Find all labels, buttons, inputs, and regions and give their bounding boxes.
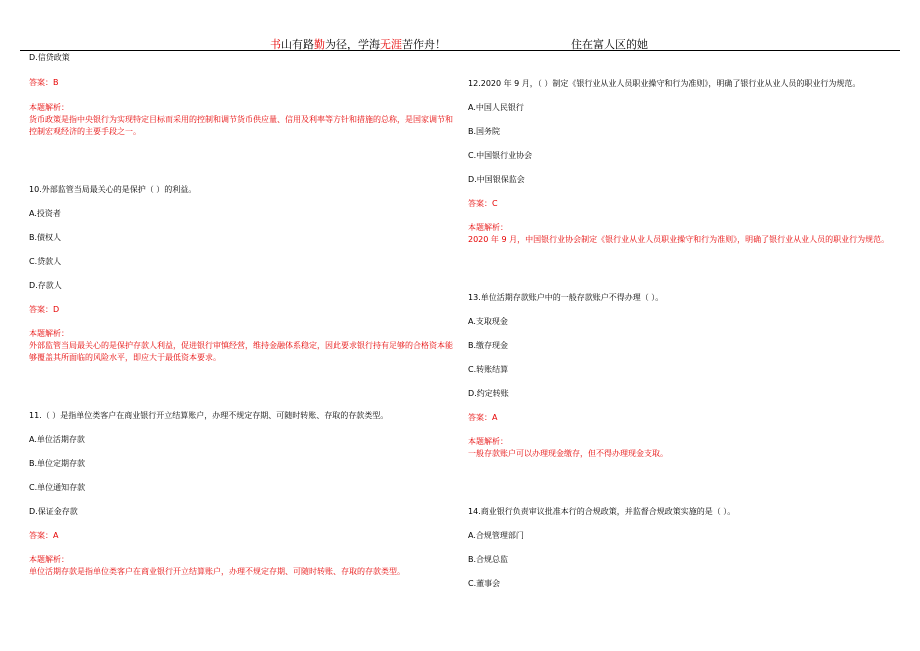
motto-part: 苦作舟！	[402, 38, 446, 51]
motto-part: 为径，学海	[325, 38, 380, 51]
analysis-title: 本题解析：	[29, 103, 69, 112]
option-text: C.转账结算	[468, 365, 509, 374]
analysis-text: 外部监管当局最关心的是保护存款人利益，促进银行审慎经营，维持金融体系稳定，因此要求银行持有足够的合格资本能够覆盖其所面临的风险水平，即应大于最低资本要求。	[29, 341, 453, 362]
analysis-text: 货币政策是指中央银行为实现特定目标而采用的控制和调节货币供应量、信用及利率等方针和措施的总称，是国家调节和控制宏观经济的主要手段之一。	[29, 115, 453, 136]
option-text: D.存款人	[29, 281, 62, 290]
page-header	[0, 0, 920, 50]
motto-part: 书	[270, 38, 281, 51]
analysis-title: 本题解析：	[468, 223, 508, 232]
option-text: C.中国银行业协会	[468, 151, 533, 160]
option-text: C.贷款人	[29, 257, 62, 266]
option-text: D.中国银保监会	[468, 175, 525, 184]
question-stem: 11.（ ）是指单位类客户在商业银行开立结算账户，办理不规定存期、可随时转账、存取的存款类型。	[29, 411, 389, 420]
motto-part: 勤	[314, 38, 325, 51]
question-stem: 12.2020 年 9 月，（ ）制定《银行业从业人员职业操守和行为准则》，明确了银行业从业人员的职业行为规范。	[468, 79, 861, 88]
analysis-text: 2020 年 9 月，中国银行业协会制定《银行业从业人员职业操守和行为准则》，明确了银行业从业人员的职业行为规范。	[468, 235, 890, 244]
option-text: D.信贷政策	[29, 53, 70, 62]
option-text: A.单位活期存款	[29, 435, 85, 444]
option-text: A.中国人民银行	[468, 103, 524, 112]
option-text: B.合规总监	[468, 555, 509, 564]
option-text: D.保证金存款	[29, 507, 78, 516]
option-text: A.合规管理部门	[468, 531, 524, 540]
motto-part: 无涯	[380, 38, 402, 51]
option-text: B.债权人	[29, 233, 62, 242]
motto-part: 山有路	[281, 38, 314, 51]
analysis-text: 一般存款账户可以办理现金缴存，但不得办理现金支取。	[468, 449, 668, 458]
option-text: B.单位定期存款	[29, 459, 86, 468]
option-text: D.约定转账	[468, 389, 509, 398]
option-text: C.董事会	[468, 579, 501, 588]
right-column	[468, 78, 895, 590]
question-stem: 14.商业银行负责审议批准本行的合规政策，并监督合规政策实施的是（ ）。	[468, 507, 736, 516]
answer-label: 答案：C	[468, 199, 498, 208]
option-text: B.国务院	[468, 127, 501, 136]
question-stem: 13.单位活期存款账户中的一般存款账户不得办理（ ）。	[468, 293, 664, 302]
header-author: 住在富人区的她	[571, 38, 648, 51]
answer-label: 答案：B	[29, 78, 59, 87]
option-text: C.单位通知存款	[29, 483, 86, 492]
question-stem: 10.外部监管当局最关心的是保护（ ）的利益。	[29, 185, 197, 194]
analysis-title: 本题解析：	[468, 437, 508, 446]
option-text: A.支取现金	[468, 317, 508, 326]
answer-label: 答案：A	[468, 413, 498, 422]
analysis-title: 本题解析：	[29, 329, 69, 338]
option-text: B.缴存现金	[468, 341, 509, 350]
left-column	[29, 52, 454, 578]
header-divider	[20, 50, 900, 51]
answer-label: 答案：A	[29, 531, 59, 540]
analysis-text: 单位活期存款是指单位类客户在商业银行开立结算账户，办理不规定存期、可随时转账、存取的存款类型。	[29, 567, 405, 576]
answer-label: 答案：D	[29, 305, 60, 314]
option-text: A.投资者	[29, 209, 61, 218]
analysis-title: 本题解析：	[29, 555, 69, 564]
